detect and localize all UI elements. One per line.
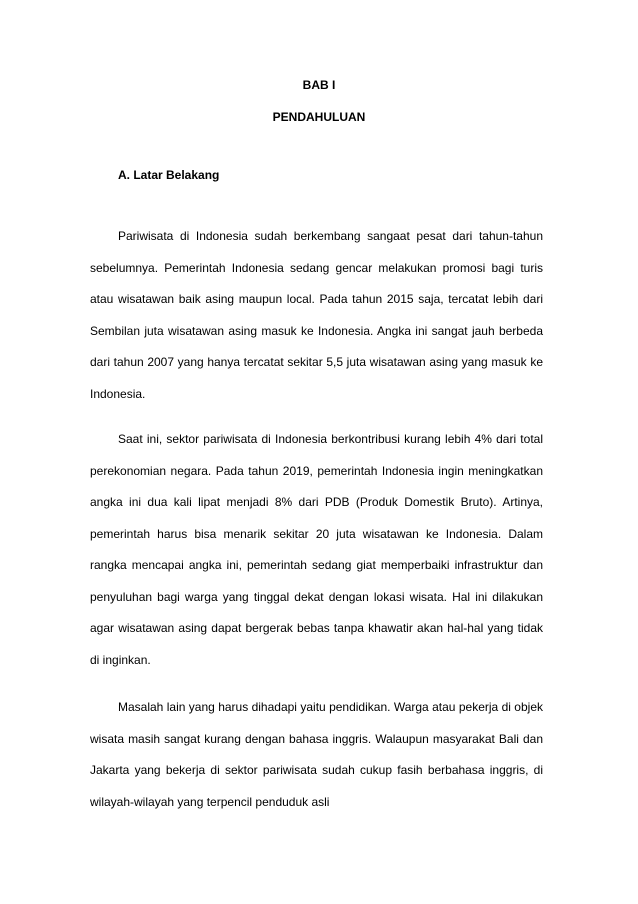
section-heading: A. Latar Belakang <box>118 168 220 182</box>
paragraph-2: Saat ini, sektor pariwisata di Indonesia berkontribusi kurang lebih 4% dari total perekonomian negara. Pada tahun 2019, pemerintah Indonesia ingin meningkatkan angka ini dua kali lipat menjadi 8% dari PDB (Produk Domestik Bruto). Artinya, pemerintah harus bisa menarik sekitar 20 juta wisatawan ke Indonesia. Dalam rangka mencapai angka ini, pemerintah sedang giat memperbaiki infrastruktur dan penyuluhan bagi warga yang tinggal dekat dengan lokasi wisata. Hal ini dilakukan agar wisatawan asing dapat bergerak bebas tanpa khawatir akan hal-hal yang tidak di inginkan. <box>90 432 543 667</box>
paragraph-3: Masalah lain yang harus dihadapi yaitu pendidikan. Warga atau pekerja di objek wisata masih sangat kurang dengan bahasa inggris. Walaupun masyarakat Bali dan Jakarta yang bekerja di sektor pariwisata sudah cukup fasih berbahasa inggris, di wilayah-wilayah yang terpencil penduduk asli <box>90 700 543 809</box>
chapter-number: BAB I <box>302 78 336 92</box>
paragraph-1: Pariwisata di Indonesia sudah berkembang sangaat pesat dari tahun-tahun sebelumnya. Pemerintah Indonesia sedang gencar melakukan promosi bagi turis atau wisatawan baik asing maupun local. Pada tahun 2015 saja, tercatat lebih dari Sembilan juta wisatawan asing masuk ke Indonesia. Angka ini sangat jauh berbeda dari tahun 2007 yang hanya tercatat sekitar 5,5 juta wisatawan asing yang masuk ke Indonesia. <box>90 229 543 401</box>
chapter-title: PENDAHULUAN <box>272 110 366 124</box>
